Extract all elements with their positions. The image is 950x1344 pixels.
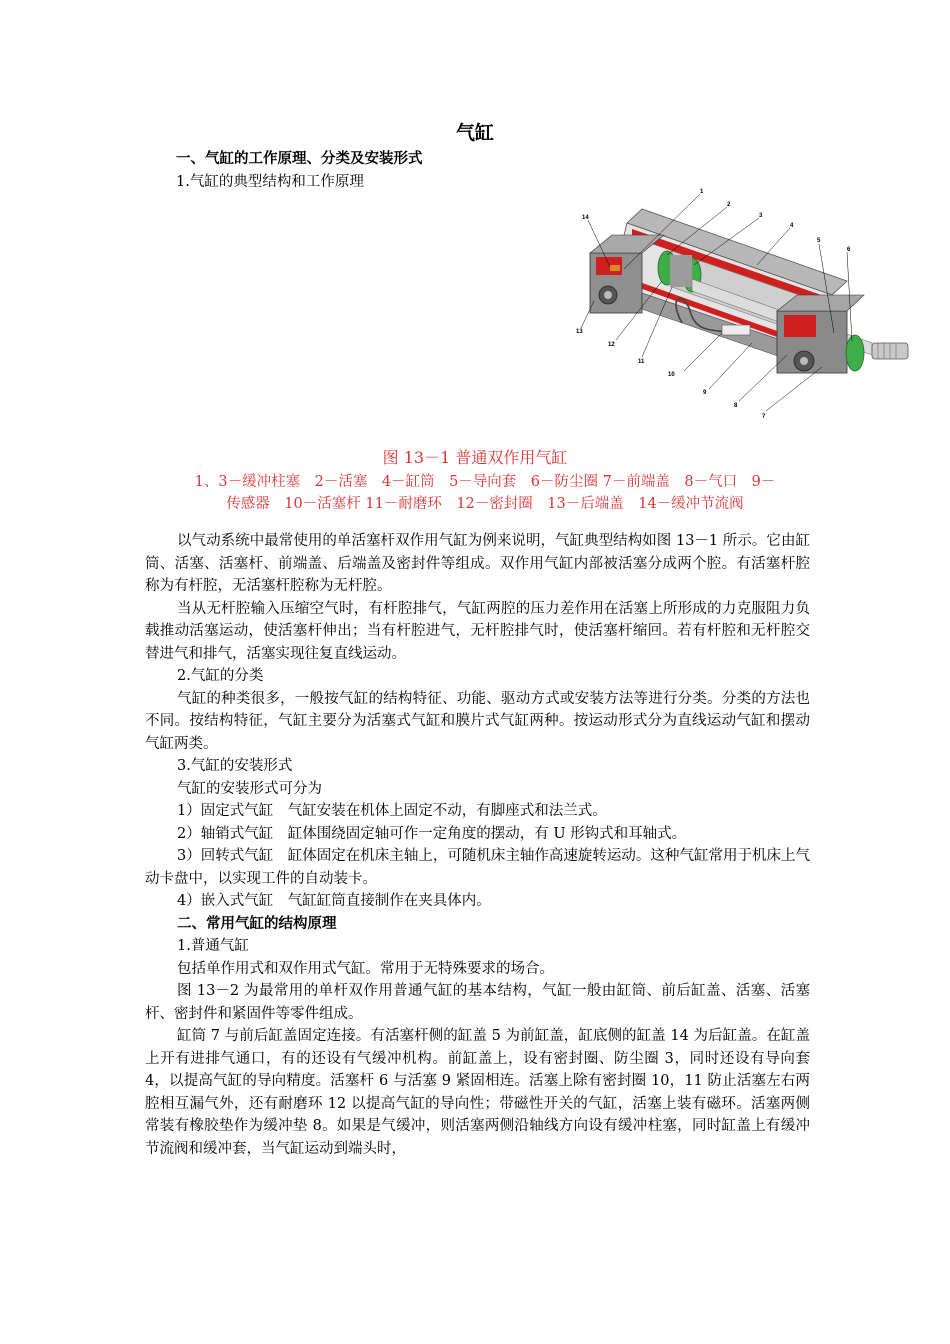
figure-legend-line-1: 1、3－缓冲柱塞 2－活塞 4－缸筒 5－导向套 6－防尘圈 7－前端盖 8－气口 9－ — [194, 474, 776, 490]
figure-label-9: 9 — [703, 390, 707, 396]
figure-label-10: 10 — [668, 372, 675, 378]
list-item: 2）轴销式气缸 缸体围绕固定轴可作一定角度的摆动，有 U 形钩式和耳轴式。 — [177, 825, 687, 842]
paragraph: 图 13－2 为最常用的单杆双作用普通气缸的基本结构，气缸一般由缸筒、前后缸盖、活塞、活塞杆、密封件和紧固件等零件组成。 — [145, 983, 810, 1022]
paragraph: 气缸的安装形式可分为 — [177, 780, 322, 797]
figure-label-11: 11 — [638, 359, 645, 365]
figure-label-6: 6 — [847, 247, 851, 253]
paragraph: 缸筒 7 与前后缸盖固定连接。有活塞杆侧的缸盖 5 为前缸盖，缸底侧的缸盖 14 为后缸盖。在缸盖上开有进排气通口，有的还设有气缓冲机构。前缸盖上，设有密封圈、防尘圈 3，同时还设有导向套 4，以提高气缸的导向精度。活塞杆 6 与活塞 9 紧固相连。活塞上除有密封圈 10，11 防止活塞左右两腔相互漏气外，还有耐磨环 12 以提高气缸的导向性；带磁性开关的气缸，活塞上装有磁环。活塞两侧常装有橡胶垫作为缓冲垫 8。如果是气缓冲，则活塞两侧沿轴线方向设有缓冲柱塞，同时缸盖上有缓冲节流阀和缓冲套，当气缸运动到端头时， — [145, 1028, 810, 1157]
figure-legend — [160, 471, 810, 515]
figure-legend-line-2: 传感器 10－活塞杆 11－耐磨环 12－密封圈 13－后端盖 14－缓冲节流阀 — [226, 496, 744, 512]
list-item: 1）固定式气缸 气缸安装在机体上固定不动，有脚座式和法兰式。 — [177, 803, 607, 819]
list-item: 4）嵌入式气缸 气缸缸筒直接制作在夹具体内。 — [177, 893, 491, 909]
paragraph: 当从无杆腔输入压缩空气时，有杆腔排气，气缸两腔的压力差作用在活塞上所形成的力克服阻力负载推动活塞运动，使活塞杆伸出；当有杆腔进气，无杆腔排气时，使活塞杆缩回。若有杆腔和无杆腔交替进气和排气，活塞实现往复直线运动。 — [145, 600, 810, 662]
figure-label-8: 8 — [734, 403, 738, 409]
paragraph: 气缸的种类很多，一般按气缸的结构特征、功能、驱动方式或安装方法等进行分类。分类的方法也不同。按结构特征，气缸主要分为活塞式气缸和膜片式气缸两种。按运动形式分为直线运动气缸和摆动气缸两类。 — [145, 690, 810, 752]
cylinder-cutaway-illustration — [572, 183, 917, 423]
subsection-heading: 1.普通气缸 — [177, 938, 249, 954]
paragraph: 以气动系统中最常使用的单活塞杆双作用气缸为例来说明，气缸典型结构如图 13－1 所示。它由缸筒、活塞、活塞杆、前端盖、后端盖及密封件等组成。双作用气缸内部被活塞分成两个腔。有活塞杆腔称为有杆腔，无活塞杆腔称为无杆腔。 — [145, 533, 810, 594]
figure-label-13: 13 — [576, 329, 583, 335]
figure-label-5: 5 — [817, 238, 821, 244]
cylinder-cutaway-figure — [572, 183, 917, 423]
subsection-heading: 2.气缸的分类 — [177, 668, 264, 684]
section-heading-2: 二、常用气缸的结构原理 — [177, 915, 337, 932]
document-title: 气缸 — [455, 122, 494, 144]
subsection-heading: 1.气缸的典型结构和工作原理 — [176, 174, 364, 190]
figure-label-4: 4 — [790, 223, 794, 229]
figure-label-1: 1 — [700, 189, 704, 195]
figure-label-14: 14 — [582, 215, 589, 221]
figure-label-3: 3 — [759, 213, 763, 219]
list-item: 3）回转式气缸 缸体固定在机床主轴上，可随机床主轴作高速旋转运动。这种气缸常用于机床上气动卡盘中，以实现工件的自动装卡。 — [145, 848, 810, 887]
section-heading-1: 一、气缸的工作原理、分类及安装形式 — [176, 151, 423, 167]
figure-label-2: 2 — [727, 202, 731, 208]
figure-label-7: 7 — [762, 414, 766, 420]
paragraph: 包括单作用式和双作用式气缸。常用于无特殊要求的场合。 — [177, 960, 554, 977]
figure-label-12: 12 — [608, 342, 615, 348]
figure-caption: 图 13－1 普通双作用气缸 — [382, 448, 568, 467]
body-text — [145, 530, 810, 1160]
subsection-heading: 3.气缸的安装形式 — [177, 758, 293, 774]
